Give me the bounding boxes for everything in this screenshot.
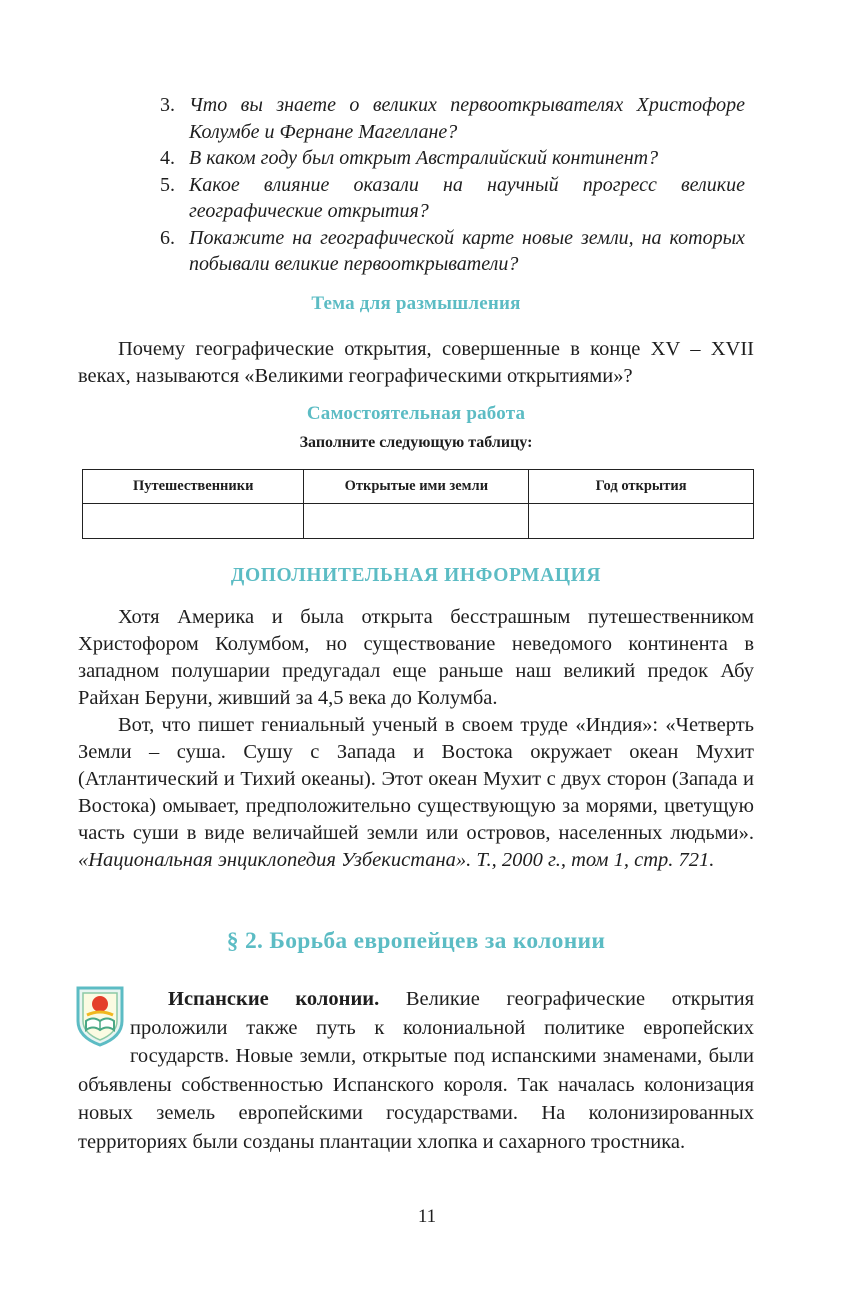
table-row [83,504,754,539]
table-cell[interactable] [529,504,754,539]
extra-info-block [78,604,754,874]
extra-info-paragraph [78,712,754,874]
section-body [78,985,754,1156]
question-number: 4. [160,147,175,169]
question-item [160,172,745,225]
question-text: Какое влияние оказали на научный прогресс великие географические открытия? [189,173,745,222]
section-title: § 2. Борьба европейцев за колонии [226,928,606,954]
question-text: В каком году был открыт Австралийский континент? [189,147,659,169]
reflection-heading: Тема для размышления [311,293,521,314]
section-paragraph [78,985,754,1156]
reflection-text: Почему географические открытия, совершенные в конце XV – XVII веках, называются «Великими географическими открытиями»? [78,338,754,387]
self-work-instruction: Заполните следующую таблицу: [299,434,533,451]
self-work-heading: Самостоятельная работа [306,403,526,424]
question-number: 6. [160,226,175,249]
fill-in-table [82,469,754,539]
question-item [160,225,745,278]
question-text: Что вы знаете о великих первооткрывателях Христофоре Колумбе и Фернане Магеллане? [189,94,745,143]
extra-info-heading: ДОПОЛНИТЕЛЬНАЯ ИНФОРМАЦИЯ [230,565,602,586]
table-header-row [83,470,754,504]
question-item [160,145,745,172]
question-item [160,92,745,145]
question-text: Покажите на географической карте новые земли, на которых побывали великие первооткрыватели? [189,226,745,275]
section-lead: Испанские колонии. [168,988,380,1010]
question-number: 5. [160,173,175,196]
table-cell[interactable] [83,504,304,539]
page-number: 11 [417,1206,437,1227]
table-cell[interactable] [304,504,529,539]
extra-info-paragraph: Хотя Америка и была открыта бесстрашным путешественником Христофором Колумбом, но существование неведомого континента в западном полушарии предугадал еще раньше наш великий предок Абу Райхан Беруни, живший за 4,5 века до Колумба. [78,606,754,709]
column-header-lands: Открытые ими земли [304,470,529,504]
quote-text: Вот, что пишет гениальный ученый в своем труде «Индия»: «Четверть Земли – суша. Сушу с Запада и Востока окружает океан Мухит (Атлантический и Тихий океаны). Этот океан Мухит с двух сторон (Запада и Востока) омывает, предположительно существующую за морями, цветущую часть суши в виде величайшей земли или островов, населенных людьми». [78,714,754,844]
question-list [160,92,745,278]
column-header-year: Год открытия [529,470,754,504]
section-text: Великие географические открытия проложили также путь к колониальной политике европейских государств. Новые земли, открытые под испанскими знаменами, были объявлены собственностью Испанского короля. Так началась колонизация новых земель европейскими государствами. На колонизированных территориях были созданы плантации хлопка и сахарного тростника. [78,988,754,1153]
column-header-travelers: Путешественники [83,470,304,504]
question-number: 3. [160,94,175,116]
citation: «Национальная энциклопедия Узбекистана». Т., 2000 г., том 1, стр. 721. [78,849,715,871]
